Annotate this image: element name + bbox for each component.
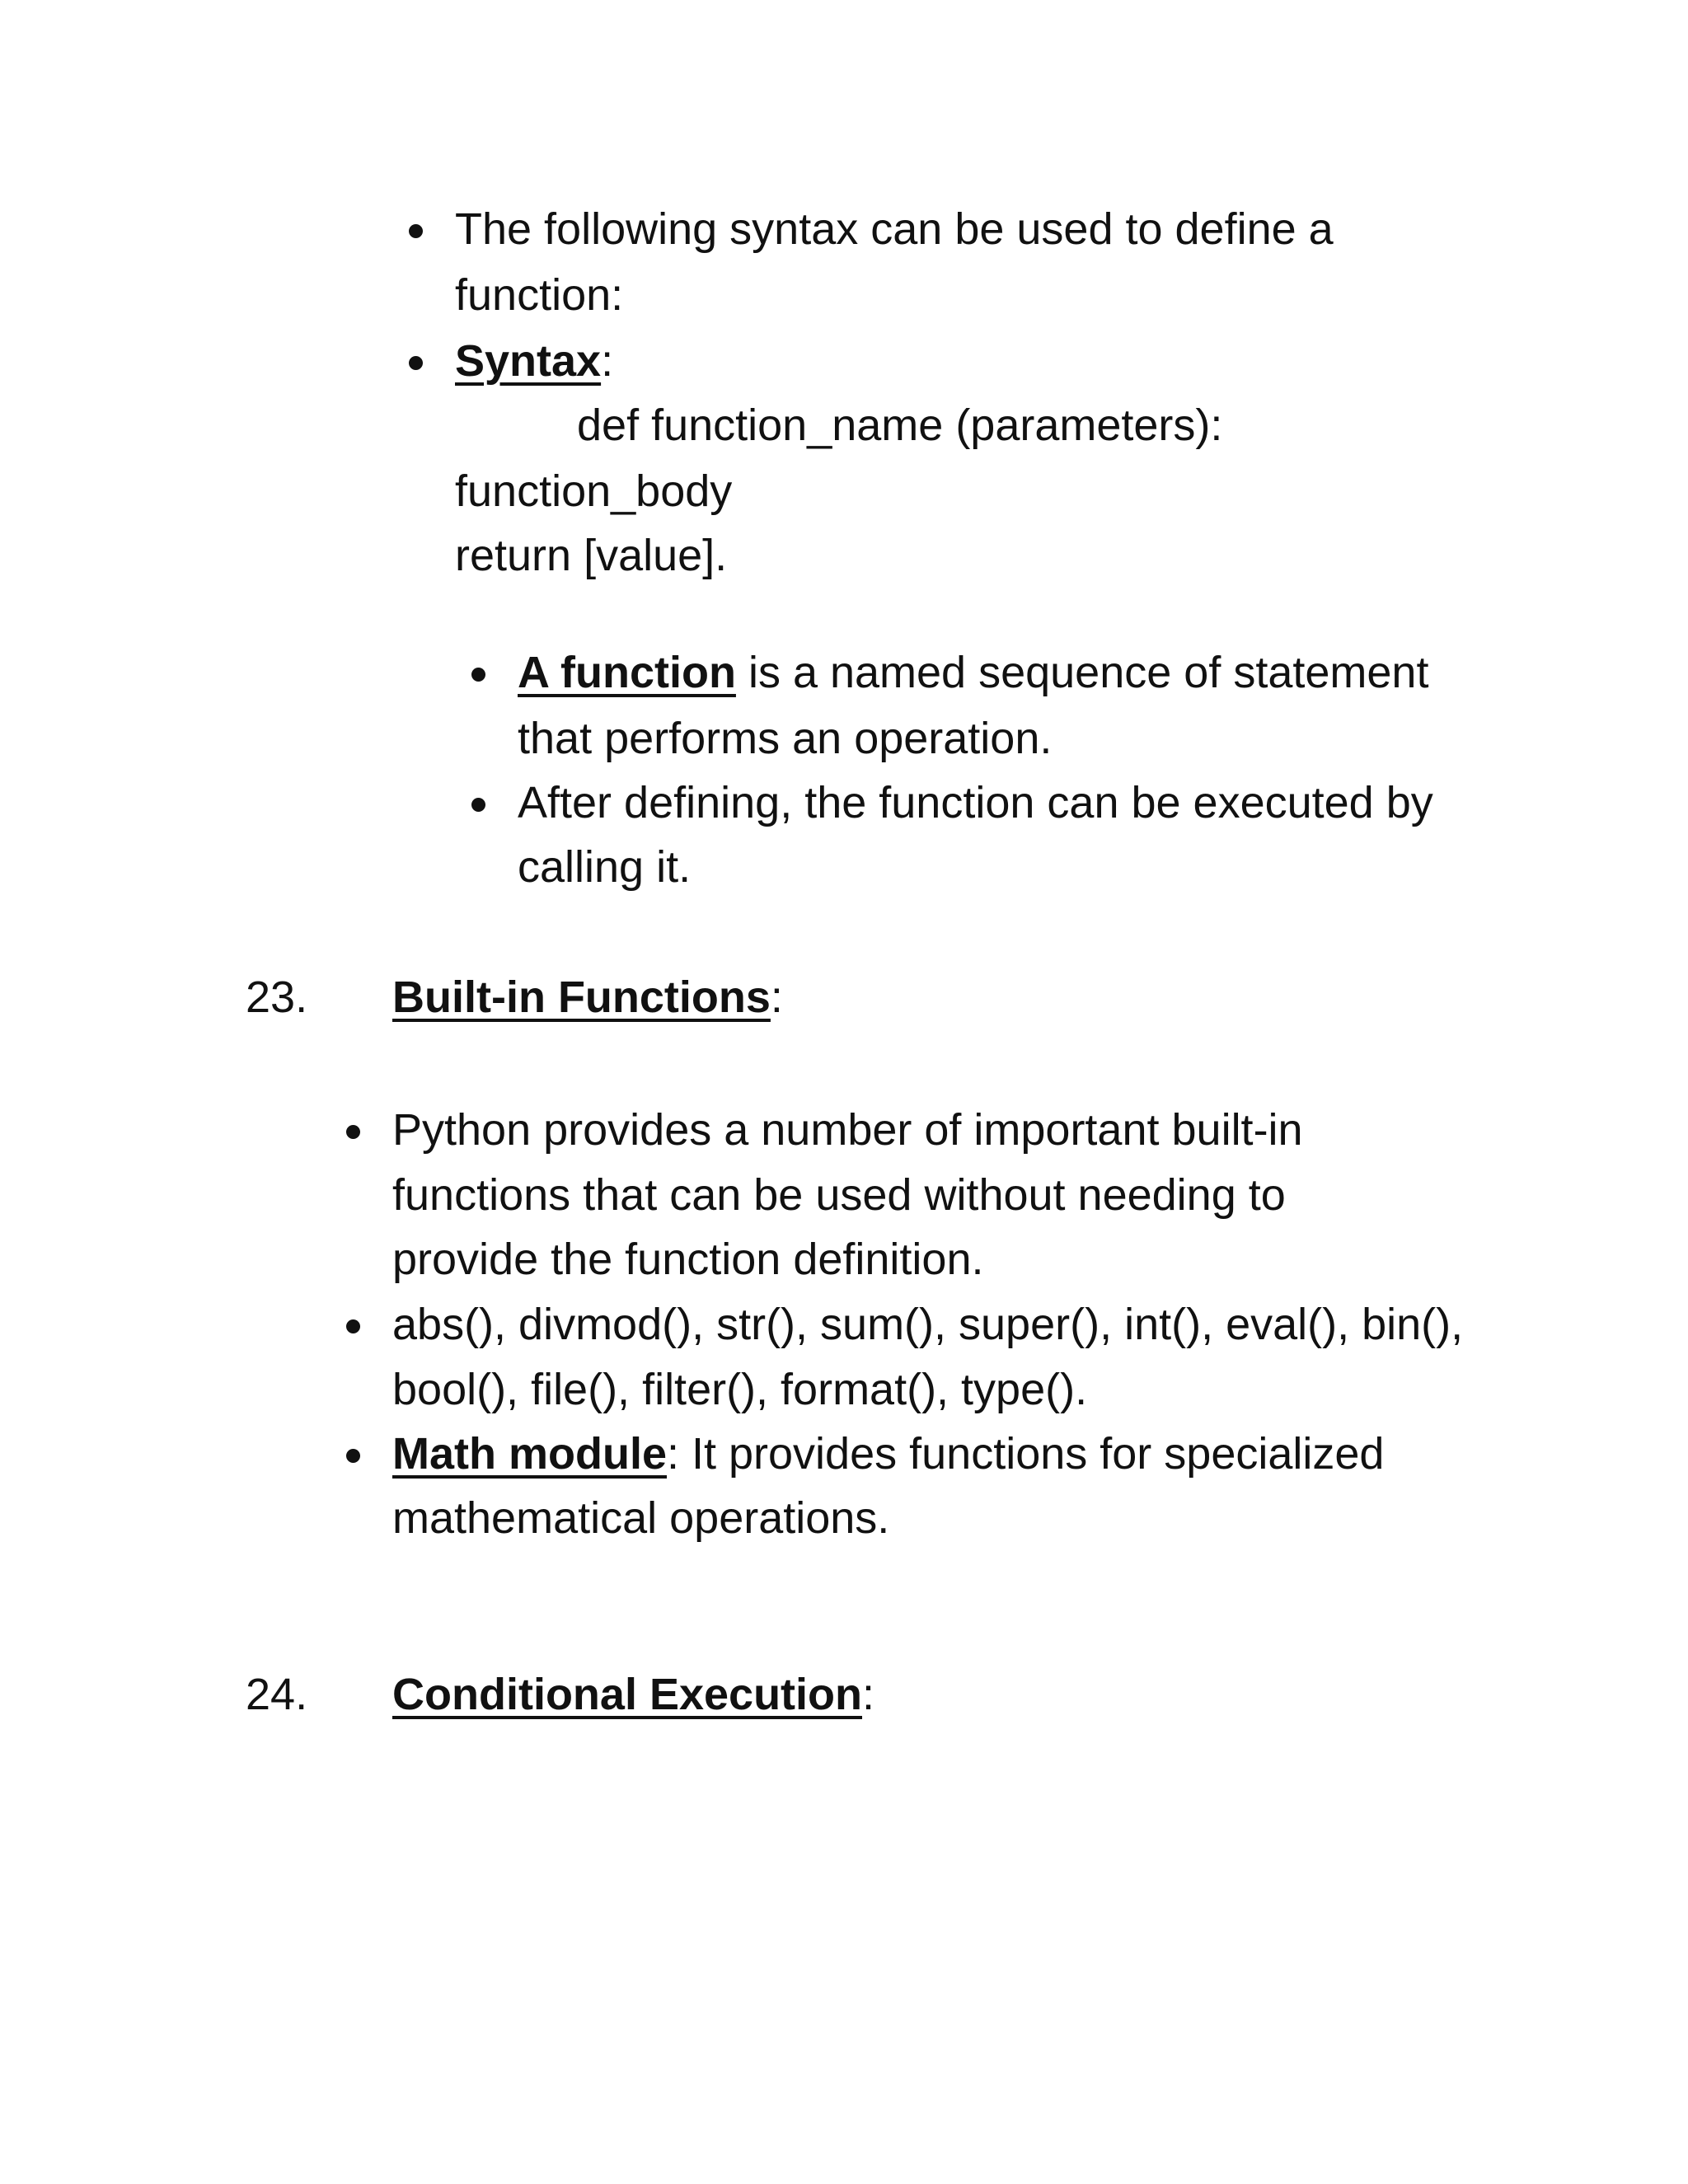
syntax-code-line3: return [value]. bbox=[455, 531, 728, 580]
syntax-colon: : bbox=[601, 336, 614, 386]
intro-item1-line2: function: bbox=[455, 270, 624, 320]
math-module-term: Math module bbox=[392, 1429, 667, 1479]
conditional-execution-heading: Conditional Execution bbox=[392, 1670, 863, 1719]
s23-b3-line2: mathematical operations. bbox=[392, 1493, 890, 1543]
bullet-dot bbox=[346, 1319, 360, 1333]
bullet-dot bbox=[471, 668, 485, 682]
heading-colon: : bbox=[770, 972, 783, 1022]
s23-b1-line3: provide the function definition. bbox=[392, 1235, 984, 1284]
syntax-label: Syntax bbox=[455, 336, 602, 386]
heading-colon: : bbox=[862, 1670, 875, 1719]
bullet-dot bbox=[346, 1449, 360, 1463]
bullet-dot bbox=[409, 224, 423, 238]
sub-item1-line1 bbox=[518, 640, 1428, 705]
function-definition: is a named sequence of statement bbox=[735, 648, 1429, 697]
function-term: A function bbox=[518, 648, 736, 697]
sub-item1-line2: that performs an operation. bbox=[518, 714, 1053, 763]
section-24-number: 24. bbox=[246, 1670, 308, 1719]
syntax-line bbox=[455, 328, 613, 394]
section-23-number: 23. bbox=[246, 972, 308, 1022]
math-module-definition: : It provides functions for specialized bbox=[667, 1429, 1385, 1479]
s23-b3-line1 bbox=[392, 1421, 1384, 1487]
sub-item2-line1: After defining, the function can be executed by bbox=[518, 778, 1433, 827]
bullet-dot bbox=[471, 798, 485, 812]
section-24-heading bbox=[392, 1661, 874, 1727]
s23-b2-line2: bool(), file(), filter(), format(), type(). bbox=[392, 1365, 1088, 1414]
s23-b1-line1: Python provides a number of important built-in bbox=[392, 1105, 1303, 1155]
bullet-dot bbox=[409, 356, 423, 370]
s23-b2-line1: abs(), divmod(), str(), sum(), super(), int(), eval(), bin(), bbox=[392, 1300, 1464, 1349]
bullet-dot bbox=[346, 1125, 360, 1139]
syntax-code-line2: function_body bbox=[455, 466, 733, 516]
syntax-code-line1: def function_name (parameters): bbox=[577, 401, 1223, 450]
intro-item1-line1: The following syntax can be used to define a bbox=[455, 204, 1334, 254]
sub-item2-line2: calling it. bbox=[518, 842, 692, 892]
s23-b1-line2: functions that can be used without needing to bbox=[392, 1170, 1286, 1220]
section-23-heading bbox=[392, 964, 783, 1030]
built-in-functions-heading: Built-in Functions bbox=[392, 972, 771, 1022]
